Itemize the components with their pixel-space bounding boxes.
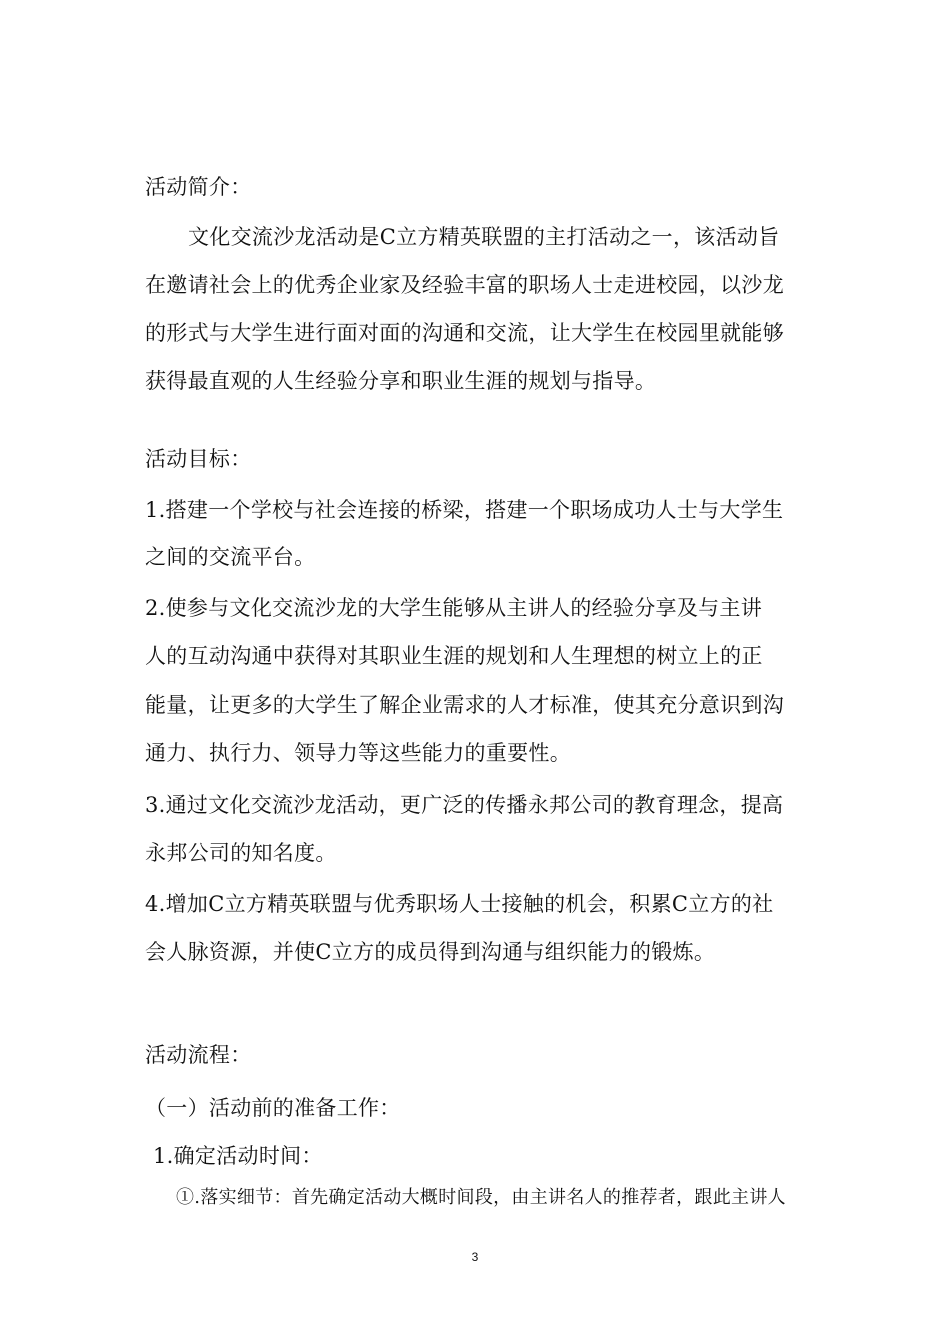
goal-line-2: 之间的交流平台。	[145, 545, 316, 569]
goal-line-7: 3.通过文化交流沙龙活动，更广泛的传播永邦公司的教育理念，提高	[145, 793, 784, 817]
process-item: 1.确定活动时间：	[153, 1144, 323, 1168]
intro-line-4: 获得最直观的人生经验分享和职业生涯的规划与指导。	[145, 369, 657, 393]
intro-line-1: 文化交流沙龙活动是C立方精英联盟的主打活动之一，该活动旨	[188, 225, 780, 249]
goal-line-3: 2.使参与文化交流沙龙的大学生能够从主讲人的经验分享及与主讲	[145, 596, 763, 620]
goal-line-5: 能量，让更多的大学生了解企业需求的人才标准，使其充分意识到沟	[145, 693, 784, 717]
page-number: 3	[471, 1250, 479, 1264]
goal-line-1: 1.搭建一个学校与社会连接的桥梁，搭建一个职场成功人士与大学生	[145, 498, 784, 522]
intro-line-2: 在邀请社会上的优秀企业家及经验丰富的职场人士走进校园，以沙龙	[145, 273, 784, 297]
goal-line-4: 人的互动沟通中获得对其职业生涯的规划和人生理想的树立上的正	[145, 644, 763, 668]
process-subitem: ①.落实细节：首先确定活动大概时间段，由主讲名人的推荐者，跟此主讲人	[176, 1187, 786, 1208]
goal-line-9: 4.增加C立方精英联盟与优秀职场人士接触的机会，积累C立方的社	[145, 892, 774, 916]
goals-heading: 活动目标：	[145, 447, 252, 471]
process-section: （一）活动前的准备工作：	[145, 1096, 401, 1120]
goal-line-8: 永邦公司的知名度。	[145, 841, 337, 865]
goal-line-10: 会人脉资源，并使C立方的成员得到沟通与组织能力的锻炼。	[145, 940, 716, 964]
goal-line-6: 通力、执行力、领导力等这些能力的重要性。	[145, 741, 571, 765]
process-heading: 活动流程：	[145, 1043, 252, 1067]
intro-line-3: 的形式与大学生进行面对面的沟通和交流，让大学生在校园里就能够	[145, 321, 784, 345]
intro-heading: 活动简介：	[145, 175, 252, 199]
